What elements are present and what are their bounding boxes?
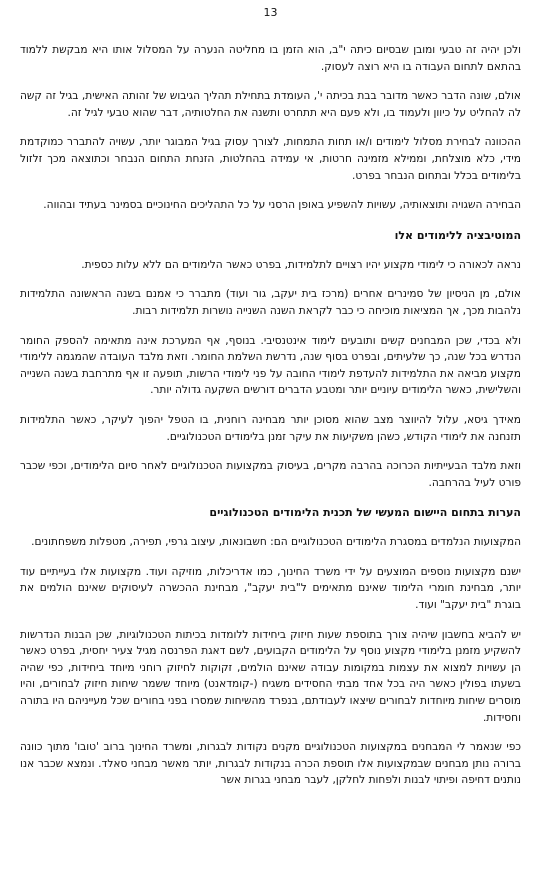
paragraph: ולא בכדי, שכן המבחנים קשים ותובעים לימוד אינטנסיבי. בנוסף, אף המערכת אינה מתאימה להספק החומר הנדרש בכל שנה, כך שלעיתים, ובפרט בסוף שנה, נדרשת השלמת החומר. וזאת מלבד העובדה שהמגמה ללימודי מקצוע מביאה את התלמידות להעדפת לימודי החובה על פני לימודי הרשות, תופעה זו אף מתרחבת בשנה השנייה והשלישית, כאשר הלימודים עיוניים יותר ומטבע הדברים דורשים השקעה גדולה יותר. [20, 334, 521, 397]
page-number: 13 [263, 6, 278, 19]
paragraph: הבחירה השגויה ותוצאותיה, עשויות להשפיע באופן הרסני על כל התהליכים החינוכיים בסמינר בעתיד ובהווה. [43, 199, 521, 212]
paragraph: ההכוונה לבחירת מסלול לימודים ו/או תחות התמחות, לצורך עסוק בגיל המבוגר יותר, עשויה להתברר כמוקדמת מידי, כלא מוצלחת, וממילא מזמינה חרטות, אי עמידה בהחלטות, הזנחת התחום הנבחר וכתוצאה מכך זלזול בלימודים בכלל ובתחום הנבחר בפרט. [20, 136, 521, 182]
paragraph: ישנם מקצועות נוספים המוצעים על ידי משרד החינוך, כמו אדריכלות, מוזיקה ועוד. מקצועות אלו בעייתיים עוד יותר, מבחינת חומרי הלימוד שאינם מתאימים ל"בית יעקב", מבחינת ההכשרה לעיסוקים שאינם הולמים את בוגרת "בית יעקב" ועוד. [20, 565, 521, 612]
paragraph: מאידך גיסא, עלול להיווצר מצב שהוא מסוכן יותר מבחינה רוחנית, בו הטפל יהפוך לעיקר, כאשר התלמידות תזנחנה את לימודי הקודש, כשהן משקיעות את עיקר זמנן בלימודים הטכנולוגיים. [20, 413, 521, 443]
paragraph: אולם, מן הניסיון של סמינרים אחרים (מרכז בית יעקב, גור ועוד) מתברר כי אמנם בשנה הראשונה התלמידות נלהבות מכך, אך המציאות מוכיחה כי כבר לקראת השנה השנייה נושרות תלמידות רבות. [20, 288, 521, 317]
paragraph: ולכן יהיה זה טבעי ומובן שבסיום כיתה י"ב, הוא הזמן בו מחליטה הנערה על המסלול אותו היא מבקשת ללמוד בהתאם לתחום העבודה בו היא רוצה לעסוק. [20, 44, 521, 73]
section-heading: הערות בתחום היישום המעשי של תכנית הלימודים הטכנולוגיים [209, 506, 521, 520]
paragraph: וזאת מלבד הבעייתיות הכרוכה בהרבה מקרים, בעיסוק במקצועות הטכנולוגיים לאחר סיום הלימודים, וכפי שכבר פורט לעיל בהרחבה. [20, 460, 521, 489]
paragraph: נראה לכאורה כי לימודי מקצוע יהיו רצויים לתלמידות, בפרט כאשר הלימודים הם ללא עלות כספית. [81, 258, 521, 271]
section-heading: המוטיבציה ללימודים אלו [394, 228, 521, 242]
paragraph: אולם, שונה הדבר כאשר מדובר בבת בכיתה י', העומדת בתחילת תהליך הגיבוש של זהותה האישית, בגיל זה קשה לה להחליט על כיוון ולעמוד בו, ולא פעם היא תתחרט ותשנה את החלטותיה, דבר שהוא טבעי לגיל זה. [20, 90, 521, 119]
paragraph: המקצועות הנלמדים במסגרת הלימודים הטכנולוגיים הם: חשבונאות, עיצוב גרפי, תפירה, מטפלות משפחתונים. [31, 536, 521, 549]
paragraph: כפי שנאמר לי המבחנים במקצועות הטכנולוגיים מקנים נקודות לבגרות, ומשרד החינוך ברוב 'טובו' מתוך כוונה ברורה נותן מבחנים שבמקצועות אלו תוספת הכרה בנקודות לבגרות, יותר מאשר מבחני סאלד. ונמצא שכבר אנו נותנים דחיפה ופיתוי לבנות ולפחות לחלקן, לעבר מבחני בגרות אשר [20, 741, 521, 787]
paragraph: יש להביא בחשבון שיהיה צורך בתוספת שעות חיזוק ביחידות ללומדות בכיתות הטכנולוגיות, שכן הבנות הנדרשות להשקיע מזמנן בלימודי מקצוע נוסף על הלימודים הקבועים, לשם דאגת הפרנסה מגיל צעיר יחסית, בפרט כאשר הן עשויות למצוא את עצמות במקומות עבודה שאינם הולמים, זקוקות לחיזוק רוחני מיוחד ביחידות, כפי שהיה בשעתו בפולין כאשר היה בכל אחד מבתי החסידים משגיח (-קומדאנט) מיוחד ששמר שיחות חיזוק לבחורים, והיו מוסרים שיחות מיוחדות לבחורים שיצאו לעבודתם, בנפרד מהשיחות שמסרו בפני בחורים שכל מעייניהם היו בתורה וחסידות. [20, 628, 521, 724]
